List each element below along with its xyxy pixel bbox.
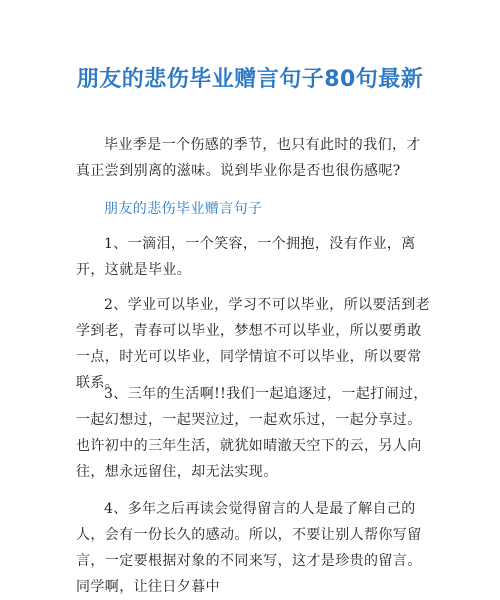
- quote-paragraph-3: 3、三年的生活啊!!我们一起追逐过，一起打闹过，一起幻想过，一起哭泣过，一起欢乐过，一起分享过。也许初中的三年生活，就犹如晴澈天空下的云，另人向往，想永远留住，却无法实现。: [76, 386, 428, 480]
- page-title: 朋友的悲伤毕业赠言句子80句最新: [76, 67, 424, 92]
- quote-paragraph-4: 4、多年之后再读会觉得留言的人是最了解自己的人，会有一份长久的感动。所以，不要让别人帮你写留言，一定要根据对象的不同来写，这才是珍贵的留言。同学啊，让往日夕暮中: [76, 501, 422, 595]
- section-subheading: 朋友的悲伤毕业赠言句子: [104, 201, 263, 217]
- quote-paragraph-1: 1、一滴泪，一个笑容，一个拥抱，没有作业，离开，这就是毕业。: [76, 236, 416, 278]
- intro-paragraph: 毕业季是一个伤感的季节，也只有此时的我们，才真正尝到别离的滋味。说到毕业你是否也很伤感呢?: [76, 137, 421, 179]
- quote-paragraph-2: 2、学业可以毕业，学习不可以毕业，所以要活到老学到老，青春可以毕业，梦想不可以毕业，所以要勇敢一点，时光可以毕业，同学情谊不可以毕业，所以要常联系。: [76, 297, 431, 391]
